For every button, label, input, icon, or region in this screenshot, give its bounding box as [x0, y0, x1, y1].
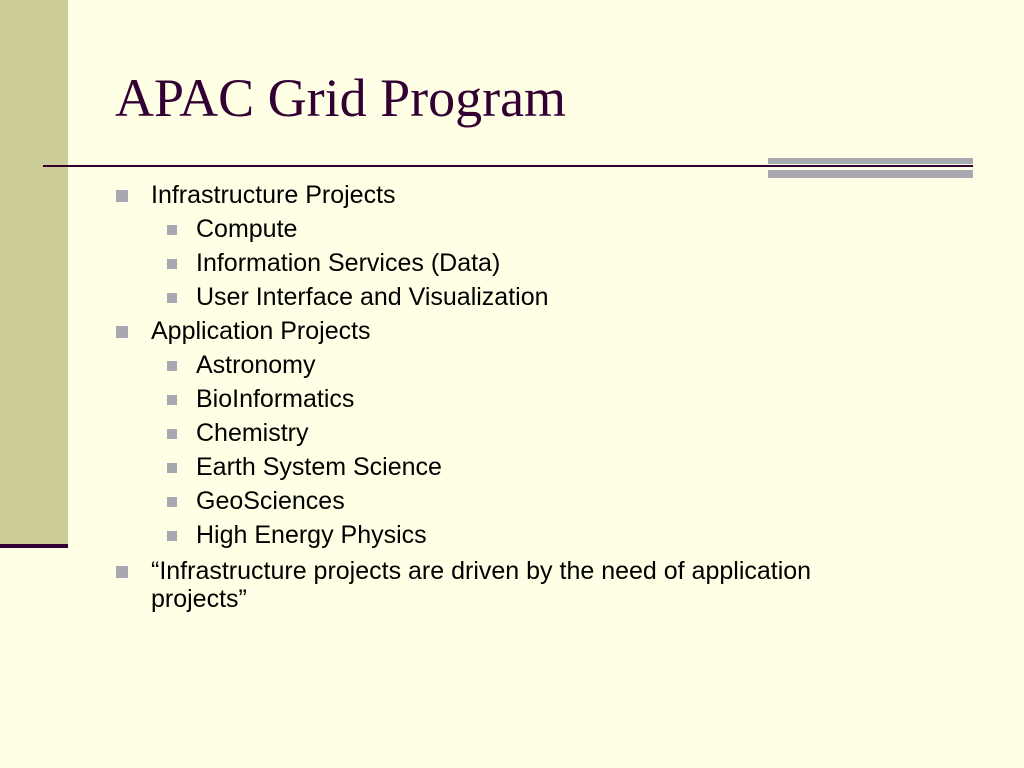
accent-bar-top	[768, 158, 973, 164]
side-band	[0, 0, 68, 546]
sub-bullet-high-energy-physics: High Energy Physics	[196, 521, 427, 549]
sub-bullet-geosciences: GeoSciences	[196, 487, 345, 515]
sub-bullet-information-services: Information Services (Data)	[196, 249, 501, 277]
sub-bullet-square-icon	[167, 293, 177, 303]
accent-bar-bottom	[768, 170, 973, 178]
sub-bullet-square-icon	[167, 463, 177, 473]
sub-bullet-user-interface: User Interface and Visualization	[196, 283, 549, 311]
sub-bullet-square-icon	[167, 429, 177, 439]
sub-bullet-square-icon	[167, 497, 177, 507]
side-band-underline	[0, 544, 68, 548]
bullet-quote-line-1: “Infrastructure projects are driven by the need of application	[151, 557, 812, 585]
sub-bullet-earth-system-science: Earth System Science	[196, 453, 442, 481]
bullet-quote-line-2: projects”	[151, 585, 247, 613]
sub-bullet-square-icon	[167, 531, 177, 541]
title-rule-accent	[768, 158, 973, 180]
bullet-square-icon	[116, 326, 128, 338]
sub-bullet-square-icon	[167, 395, 177, 405]
sub-bullet-square-icon	[167, 225, 177, 235]
bullet-infrastructure-projects: Infrastructure Projects	[151, 181, 396, 209]
bullet-application-projects: Application Projects	[151, 317, 371, 345]
bullet-square-icon	[116, 566, 128, 578]
sub-bullet-astronomy: Astronomy	[196, 351, 316, 379]
sub-bullet-compute: Compute	[196, 215, 298, 243]
sub-bullet-chemistry: Chemistry	[196, 419, 309, 447]
bullet-square-icon	[116, 190, 128, 202]
slide-title: APAC Grid Program	[115, 68, 567, 128]
sub-bullet-square-icon	[167, 361, 177, 371]
sub-bullet-bioinformatics: BioInformatics	[196, 385, 355, 413]
sub-bullet-square-icon	[167, 259, 177, 269]
